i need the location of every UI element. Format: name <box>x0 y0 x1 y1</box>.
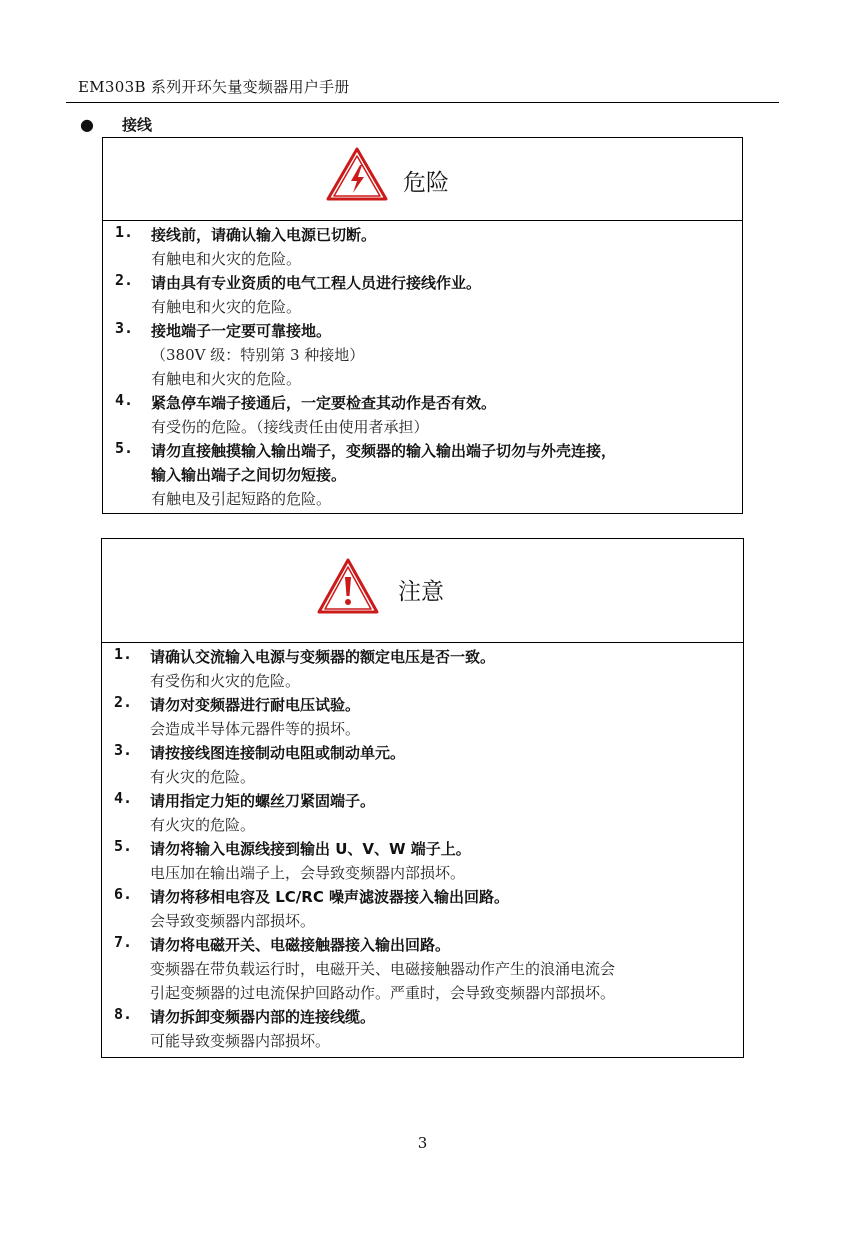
notice-item <box>102 837 743 885</box>
notice-item-consequence: 有触电和火灾的危险。 <box>151 250 302 268</box>
caution-notice-list <box>102 643 743 1053</box>
header-divider <box>66 102 779 103</box>
notice-item <box>102 933 743 1005</box>
notice-item-consequence: 有火灾的危险。 <box>150 816 256 834</box>
notice-item-number: 3. <box>114 741 133 759</box>
notice-item <box>102 693 743 741</box>
notice-item <box>103 391 742 439</box>
notice-item-consequence: 有触电和火灾的危险。 <box>151 370 302 388</box>
notice-item-requirement: 紧急停车端子接通后，一定要检查其动作是否有效。 <box>151 394 497 412</box>
exclamation-warning-icon <box>316 557 380 619</box>
bullet-icon: ● <box>80 115 94 134</box>
caution-notice-title: 注意 <box>398 579 444 605</box>
notice-item <box>102 789 743 837</box>
notice-item-requirement: 请勿将移相电容及 LC/RC 噪声滤波器接入输出回路。 <box>150 888 510 906</box>
notice-item-number: 1. <box>115 223 134 241</box>
notice-item <box>103 271 742 319</box>
section-heading <box>80 114 152 135</box>
notice-item <box>102 645 743 693</box>
caution-notice-header <box>102 539 743 643</box>
danger-notice-title: 危险 <box>403 170 449 196</box>
notice-item-requirement: 接地端子一定要可靠接地。 <box>151 322 332 340</box>
notice-item-consequence: 会造成半导体元器件等的损坏。 <box>150 720 361 738</box>
notice-item-requirement: 请勿将电磁开关、电磁接触器接入输出回路。 <box>150 936 451 954</box>
notice-item-requirement: 请确认交流输入电源与变频器的额定电压是否一致。 <box>150 648 496 666</box>
notice-item-consequence: 有触电及引起短路的危险。 <box>151 490 332 508</box>
notice-item <box>103 223 742 271</box>
notice-item-requirement: 接线前，请确认输入电源已切断。 <box>151 226 377 244</box>
danger-notice-list <box>103 221 742 511</box>
notice-item-consequence: 变频器在带负载运行时，电磁开关、电磁接触器动作产生的浪涌电流会 <box>150 960 616 978</box>
caution-notice-box <box>101 538 744 1058</box>
notice-item-number: 3. <box>115 319 134 337</box>
notice-item-number: 6. <box>114 885 133 903</box>
notice-item-requirement: 请勿拆卸变频器内部的连接线缆。 <box>150 1008 376 1026</box>
notice-item-number: 5. <box>114 837 133 855</box>
notice-item-consequence: 有受伤和火灾的危险。 <box>150 672 301 690</box>
notice-item-consequence: 可能导致变频器内部损坏。 <box>150 1032 331 1050</box>
notice-item-requirement: 请勿将输入电源线接到输出 U、V、W 端子上。 <box>150 840 471 858</box>
notice-item-consequence: 会导致变频器内部损坏。 <box>150 912 316 930</box>
notice-item-number: 8. <box>114 1005 133 1023</box>
danger-notice-box <box>102 137 743 514</box>
page-header-title: EM303B 系列开环矢量变频器用户手册 <box>78 78 350 96</box>
notice-item-number: 4. <box>115 391 134 409</box>
notice-item-number: 7. <box>114 933 133 951</box>
notice-item-consequence: 电压加在输出端子上，会导致变频器内部损坏。 <box>150 864 466 882</box>
notice-item-consequence: 有火灾的危险。 <box>150 768 256 786</box>
notice-item-requirement: 请按接线图连接制动电阻或制动单元。 <box>150 744 406 762</box>
page-number: 3 <box>417 1134 428 1152</box>
notice-item-requirement: 请由具有专业资质的电气工程人员进行接线作业。 <box>151 274 482 292</box>
notice-item <box>103 319 742 391</box>
notice-item-number: 2. <box>115 271 134 289</box>
notice-item-consequence: 有触电和火灾的危险。 <box>151 298 302 316</box>
notice-item <box>102 1005 743 1053</box>
notice-item-number: 2. <box>114 693 133 711</box>
notice-item-consequence: 引起变频器的过电流保护回路动作。严重时，会导致变频器内部损坏。 <box>150 984 616 1002</box>
notice-item-requirement: 请勿直接触摸输入输出端子，变频器的输入输出端子切勿与外壳连接， <box>151 442 617 460</box>
notice-item <box>102 885 743 933</box>
notice-item-consequence: （380V 级：特别第 3 种接地） <box>151 346 365 364</box>
notice-item-requirement: 输入输出端子之间切勿短接。 <box>151 466 347 484</box>
notice-item-number: 5. <box>115 439 134 457</box>
notice-item <box>102 741 743 789</box>
danger-notice-header <box>103 138 742 221</box>
electric-shock-warning-icon <box>325 146 389 206</box>
notice-item-number: 4. <box>114 789 133 807</box>
notice-item-requirement: 请勿对变频器进行耐电压试验。 <box>150 696 361 714</box>
notice-item-number: 1. <box>114 645 133 663</box>
section-heading-text: 接线 <box>122 116 153 134</box>
notice-item-requirement: 请用指定力矩的螺丝刀紧固端子。 <box>150 792 376 810</box>
notice-item <box>103 439 742 511</box>
notice-item-consequence: 有受伤的危险。（接线责任由使用者承担） <box>151 418 429 436</box>
